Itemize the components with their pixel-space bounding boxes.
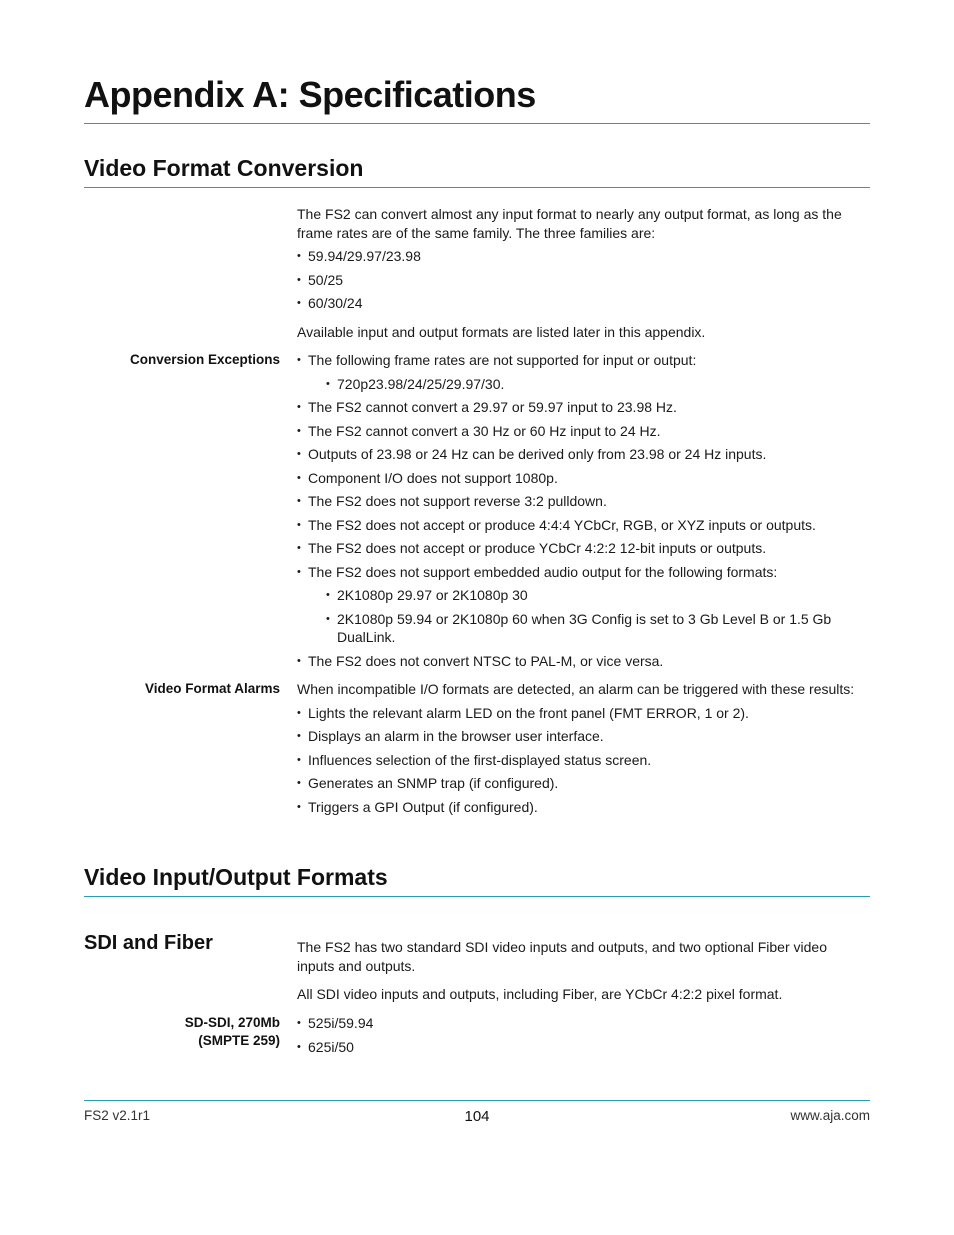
list-item: • Outputs of 23.98 or 24 Hz can be derived only from 23.98 or 24 Hz inputs. bbox=[297, 445, 867, 464]
video-format-alarms-label: Video Format Alarms bbox=[144, 681, 280, 696]
vfc-outro: Available input and output formats are listed later in this appendix. bbox=[297, 323, 706, 340]
list-item: • 50/25 bbox=[297, 271, 867, 290]
list-item: • Component I/O does not support 1080p. bbox=[297, 469, 867, 488]
list-item: • Displays an alarm in the browser user interface. bbox=[297, 727, 867, 746]
footer-rule bbox=[84, 1100, 870, 1101]
vfc-families-list bbox=[297, 247, 867, 313]
section-rule bbox=[84, 187, 870, 188]
page-title: Appendix A: Specifications bbox=[84, 74, 536, 115]
list-item: • 59.94/29.97/23.98 bbox=[297, 247, 867, 266]
list-item: • The following frame rates are not supported for input or output: bbox=[297, 351, 867, 370]
list-item: • Triggers a GPI Output (if configured). bbox=[297, 798, 867, 817]
sd-sdi-label bbox=[185, 1014, 280, 1050]
list-item: • 625i/50 bbox=[297, 1038, 867, 1057]
list-item: • Lights the relevant alarm LED on the front panel (FMT ERROR, 1 or 2). bbox=[297, 704, 867, 723]
section-rule bbox=[84, 896, 870, 897]
sd-sdi-label-line1: SD-SDI, 270Mb bbox=[184, 1015, 280, 1030]
subsection-heading-sdi-fiber: SDI and Fiber bbox=[84, 932, 213, 954]
footer-page-number: 104 bbox=[464, 1108, 490, 1125]
list-item: • 60/30/24 bbox=[297, 294, 867, 313]
footer-doc-version: FS2 v2.1r1 bbox=[84, 1108, 151, 1123]
list-item: • The FS2 does not accept or produce YCbCr 4:2:2 12-bit inputs or outputs. bbox=[297, 539, 867, 558]
list-item: • The FS2 does not support embedded audio output for the following formats: bbox=[297, 563, 867, 582]
alarms-body bbox=[297, 680, 867, 816]
sd-sdi-label-line2: (SMPTE 259) bbox=[198, 1033, 280, 1048]
footer-website: www.aja.com bbox=[790, 1108, 870, 1123]
exceptions-body bbox=[297, 351, 867, 670]
sub-list-item: • 720p23.98/24/25/29.97/30. bbox=[297, 375, 867, 394]
list-item: • The FS2 cannot convert a 29.97 or 59.97 input to 23.98 Hz. bbox=[297, 398, 867, 417]
list-item: • The FS2 cannot convert a 30 Hz or 60 Hz input to 24 Hz. bbox=[297, 422, 867, 441]
list-item: • The FS2 does not convert NTSC to PAL-M, or vice versa. bbox=[297, 652, 867, 671]
conversion-exceptions-label: Conversion Exceptions bbox=[129, 352, 280, 367]
section-heading-video-io-formats: Video Input/Output Formats bbox=[84, 864, 388, 890]
sdi-para-2: All SDI video inputs and outputs, including Fiber, are YCbCr 4:2:2 pixel format. bbox=[297, 986, 783, 1002]
list-item: • The FS2 does not accept or produce 4:4:4 YCbCr, RGB, or XYZ inputs or outputs. bbox=[297, 516, 867, 535]
vfc-body bbox=[297, 205, 867, 341]
vfc-intro: The FS2 can convert almost any input format to nearly any output format, as long as the frame rates are of the same family. The three families are: bbox=[297, 206, 842, 241]
sub-list-item: • 2K1080p 29.97 or 2K1080p 30 bbox=[297, 586, 867, 605]
alarms-intro: When incompatible I/O formats are detected, an alarm can be triggered with these results: bbox=[297, 681, 855, 697]
sd-sdi-formats-list bbox=[297, 1014, 867, 1056]
list-item: • Generates an SNMP trap (if configured). bbox=[297, 774, 867, 793]
alarms-list bbox=[297, 704, 867, 817]
sub-list-item: • 2K1080p 59.94 or 2K1080p 60 when 3G Config is set to 3 Gb Level B or 1.5 Gb DualLink. bbox=[297, 610, 837, 647]
section-heading-video-format-conversion: Video Format Conversion bbox=[84, 155, 364, 181]
title-rule bbox=[84, 123, 870, 124]
list-item: • Influences selection of the first-displayed status screen. bbox=[297, 751, 867, 770]
sdi-para-1: The FS2 has two standard SDI video inputs and outputs, and two optional Fiber video inputs and outputs. bbox=[297, 939, 827, 974]
sd-sdi-body bbox=[297, 1014, 867, 1056]
sdi-body bbox=[297, 938, 867, 1004]
list-item: • 525i/59.94 bbox=[297, 1014, 867, 1033]
exceptions-list bbox=[297, 351, 867, 670]
list-item: • The FS2 does not support reverse 3:2 pulldown. bbox=[297, 492, 867, 511]
